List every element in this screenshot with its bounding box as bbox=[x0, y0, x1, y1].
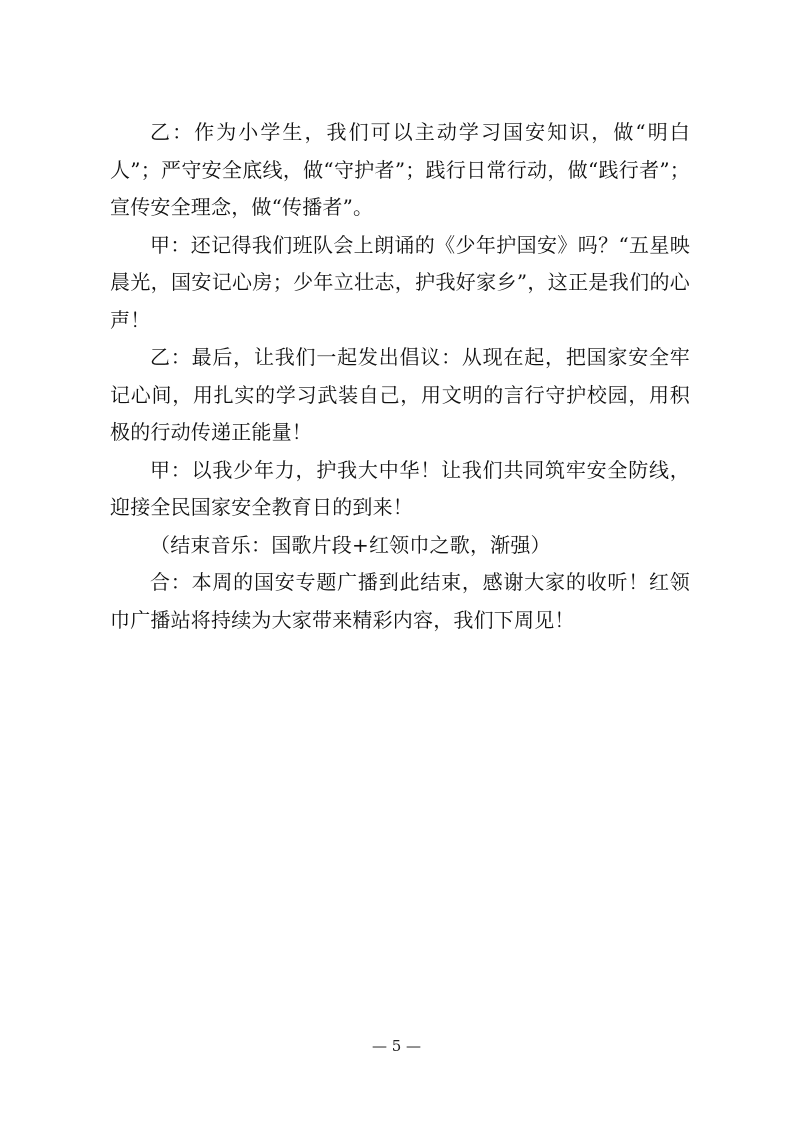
paragraph-5: （结束音乐：国歌片段+红领巾之歌，渐强） bbox=[150, 532, 551, 557]
paragraph-3: 乙：最后，让我们一起发出倡议：从现在起，把国家安全牢记心间，用扎实的学习武装自己，用文明的言行守护校园，用积极的行动传递正能量！ bbox=[110, 345, 690, 444]
page-number: — 5 — bbox=[371, 1037, 422, 1055]
paragraph-1: 乙：作为小学生，我们可以主动学习国安知识，做“明白人”；严守安全底线，做“守护者”；践行日常行动，做“践行者”；宣传安全理念，做“传播者”。 bbox=[110, 120, 690, 219]
paragraph-4: 甲：以我少年力，护我大中华！让我们共同筑牢安全防线，迎接全民国家安全教育日的到来！ bbox=[110, 457, 690, 519]
document-body bbox=[110, 114, 690, 639]
paragraph-6: 合：本周的国安专题广播到此结束，感谢大家的收听！红领巾广播站将持续为大家带来精彩内容，我们下周见！ bbox=[110, 570, 690, 632]
paragraph-2: 甲：还记得我们班队会上朗诵的《少年护国安》吗？“五星映晨光，国安记心房；少年立壮志，护我好家乡”，这正是我们的心声！ bbox=[110, 232, 690, 332]
